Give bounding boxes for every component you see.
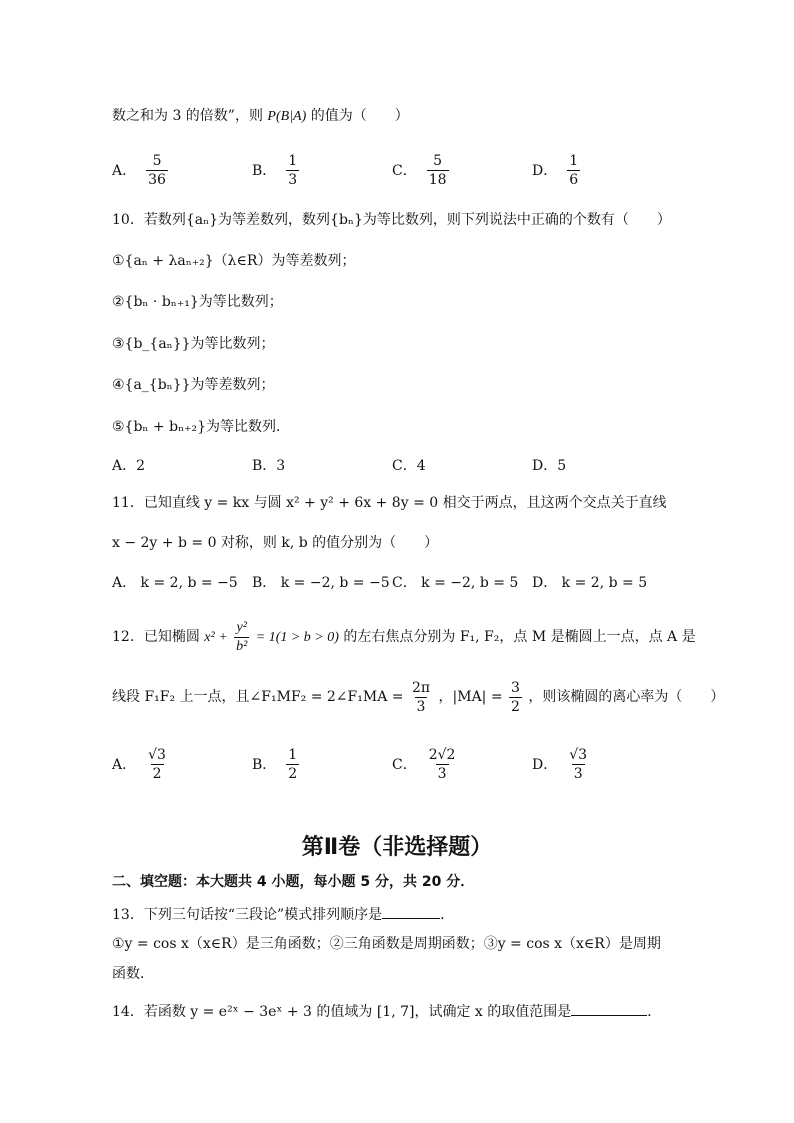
q12-option-d[interactable]: D． $\frac{√3}{3}$ xyxy=(532,746,588,782)
q12-line-2: 线段 F₁F₂ 上一点，且∠F₁MF₂ = 2∠F₁MA = $\frac{2\pi}{3}$ ，|MA| = $\frac{3}{2}$ ，则该椭圆的离心率为（ ） xyxy=(112,679,725,715)
fraction: $\frac{3}{2}$ xyxy=(511,679,520,715)
q10-option-a[interactable]: A．2 xyxy=(112,458,146,474)
q9-options xyxy=(112,146,712,194)
q9-prob-expr: P(B|A) xyxy=(267,109,307,124)
q13-line-3: 函数． xyxy=(112,966,154,982)
q9-stem-tail xyxy=(112,106,409,127)
q9-tail-end: 的值为（ ） xyxy=(310,108,409,124)
q11-option-a[interactable]: A． k = 2, b = −5 xyxy=(112,575,238,591)
fraction: $\frac{2√2}{3}$ xyxy=(428,746,456,782)
q11-line-1: 11．已知直线 y = kx 与圆 x² + y² + 6x + 8y = 0 相交于两点，且这两个交点关于直线 xyxy=(112,495,667,511)
q11-option-d[interactable]: D． k = 2, b = 5 xyxy=(532,575,648,591)
q10-option-b[interactable]: B．3 xyxy=(252,458,286,474)
q10-stem: 10．若数列{aₙ}为等差数列，数列{bₙ}为等比数列，则下列说法中正确的个数有（ ） xyxy=(112,212,671,228)
q14-stem: 14．若函数 y = e²ˣ − 3eˣ + 3 的值域为 [1, 7]，试确定 x 的取值范围是 ． xyxy=(112,1001,661,1022)
q10-option-c[interactable]: C．4 xyxy=(392,458,426,474)
q10-item-1: ①{aₙ + λaₙ₊₂}（λ∈R）为等差数列； xyxy=(112,253,356,269)
fraction: $\frac{1}{6}$ xyxy=(569,152,579,188)
q13-line-2: ①y = cos x（x∈R）是三角函数；②三角函数是周期函数；③y = cos x（x∈R）是周期 xyxy=(112,936,661,952)
q9-option-b[interactable]: B． $\frac{1}{3}$ xyxy=(252,152,298,188)
q10-item-4: ④{a_{bₙ}}为等差数列； xyxy=(112,377,275,393)
q12-option-a[interactable]: A． $\frac{√3}{2}$ xyxy=(112,746,166,782)
q9-option-c[interactable]: C． $\frac{5}{18}$ xyxy=(392,152,447,188)
q10-item-5: ⑤{bₙ + bₙ₊₂}为等比数列． xyxy=(112,419,291,435)
q12-option-b[interactable]: B． $\frac{1}{2}$ xyxy=(252,746,298,782)
q12-option-c[interactable]: C． $\frac{2√2}{3}$ xyxy=(392,746,456,782)
q11-option-c[interactable]: C． k = −2, b = 5 xyxy=(392,575,519,591)
q11-line-2: x − 2y + b = 0 对称，则 k, b 的值分别为（ ） xyxy=(112,535,439,551)
fraction: $\frac{1}{3}$ xyxy=(288,152,298,188)
q10-item-3: ③{b_{aₙ}}为等比数列； xyxy=(112,336,275,352)
q9-option-d[interactable]: D． $\frac{1}{6}$ xyxy=(532,152,579,188)
q12-options xyxy=(112,740,712,788)
fraction: $\frac{√3}{2}$ xyxy=(148,746,166,782)
fraction: $\frac{\text{y²}}{\text{b²}}$ xyxy=(236,619,248,654)
fraction: $\frac{2\pi}{3}$ xyxy=(411,679,431,715)
q9-option-a[interactable]: A． $\frac{5}{36}$ xyxy=(112,152,166,188)
fraction: $\frac{5}{36}$ xyxy=(148,152,166,188)
fraction: $\frac{5}{18}$ xyxy=(428,152,447,188)
q11-option-b[interactable]: B． k = −2, b = −5 xyxy=(252,575,390,591)
q10-option-d[interactable]: D．5 xyxy=(532,458,567,474)
fraction: $\frac{√3}{3}$ xyxy=(569,746,588,782)
section-title: 第Ⅱ卷（非选择题） xyxy=(301,835,493,860)
fill-in-heading: 二、填空题：本大题共 4 小题，每小题 5 分，共 20 分． xyxy=(112,874,475,890)
q14-answer-blank[interactable] xyxy=(571,1001,647,1016)
fraction: $\frac{1}{2}$ xyxy=(288,746,298,782)
q13-answer-blank[interactable] xyxy=(382,904,440,919)
q13-stem: 13．下列三句话按“三段论”模式排列顺序是 ． xyxy=(112,904,454,925)
q12-line-1: 12．已知椭圆 x² + $\frac{\text{y²}}{\text{b²}}$ = 1(1 > b > 0) 的左右焦点分别为 F₁, F₂，点 M 是椭圆上一点，点 A 是 xyxy=(112,619,696,654)
q9-tail-text: 数之和为 3 的倍数”，则 xyxy=(112,108,263,124)
q10-item-2: ②{bₙ · bₙ₊₁}为等比数列； xyxy=(112,294,283,310)
